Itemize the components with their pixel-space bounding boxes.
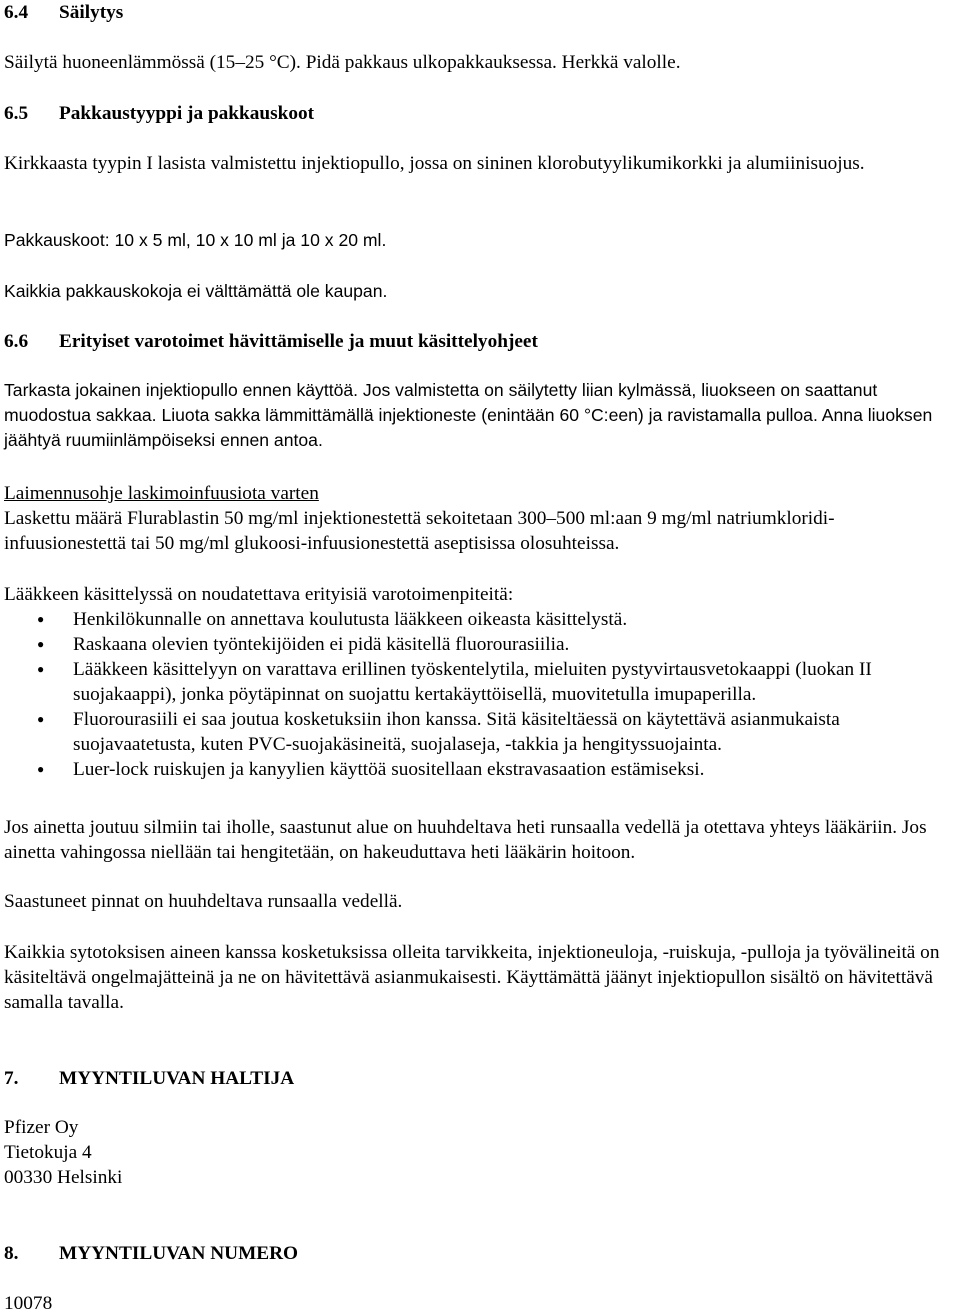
inspection-text: Tarkasta jokainen injektiopullo ennen käyttöä. bbox=[4, 380, 359, 400]
authorisation-number: 10078 bbox=[4, 1293, 53, 1314]
section-number: 6.6 bbox=[4, 331, 29, 352]
postal-city: 00330 Helsinki bbox=[4, 1167, 123, 1188]
handling-bullet-list bbox=[4, 607, 952, 782]
company-name: Pfizer Oy bbox=[4, 1117, 79, 1138]
storage-text: Säilytä huoneenlämmössä (15–25 °C). Pidä pakkaus ulkopakkauksessa. Herkkä valolle. bbox=[4, 52, 681, 73]
list-item: ● Henkilökunnalle on annettava koulutusta lääkkeen oikeasta käsittelystä. bbox=[4, 607, 952, 632]
list-item: ● Fluorourasiili ei saa joutua kosketuksiin ihon kanssa. Sitä käsiteltäessä on käytettävä asianmukaista suojavaatetusta, kuten PVC-suojakäsineitä, suojalaseja, -takkia ja hengityssuojainta. bbox=[4, 707, 952, 757]
inspection-paragraph bbox=[4, 378, 952, 453]
dilution-heading: Laimennusohje laskimoinfuusiota varten bbox=[4, 483, 319, 504]
holder-address bbox=[4, 1115, 952, 1190]
section-title: Pakkaustyyppi ja pakkauskoot bbox=[59, 103, 315, 124]
section-6-4-heading bbox=[4, 0, 952, 25]
precipitate-text: Jos valmistetta on säilytetty liian kylmässä, liuokseen on saattanut muodostua sakkaa. Liuota sakka lämmittämällä injektioneste (enintään 60 °C:een) ja ravistamalla pulloa. Anna liuoksen jäähtyä ruumiinlämpöiseksi ennen antoa. bbox=[4, 380, 933, 450]
section-title: MYYNTILUVAN NUMERO bbox=[59, 1243, 299, 1264]
container-description: Kirkkaasta tyypin I lasista valmistettu injektiopullo, jossa on sininen klorobutyylikumikorkki ja alumiinisuojus. bbox=[4, 153, 865, 174]
section-7-heading bbox=[4, 1066, 952, 1091]
section-number: 7. bbox=[4, 1068, 19, 1089]
disposal-text: Kaikkia sytotoksisen aineen kanssa kosketuksissa olleita tarvikkeita, injektioneuloja, -ruiskuja, -pulloja ja työvälineitä on käsiteltävä ongelmajätteinä ja ne on hävitettävä asianmukaisesti. Käyttämättä jäänyt injektiopullon sisältö on hävitettävä samalla tavalla. bbox=[4, 942, 940, 1013]
pack-availability-text: Kaikkia pakkauskokoja ei välttämättä ole kaupan. bbox=[4, 281, 388, 301]
section-6-6-heading bbox=[4, 329, 952, 354]
section-6-5-heading bbox=[4, 101, 952, 126]
handling-intro: Lääkkeen käsittelyssä on noudatettava erityisiä varotoimenpiteitä: bbox=[4, 584, 514, 605]
section-number: 6.5 bbox=[4, 103, 29, 124]
surfaces-text: Saastuneet pinnat on huuhdeltava runsaalla vedellä. bbox=[4, 891, 403, 912]
exposure-text: Jos ainetta joutuu silmiin tai iholle, saastunut alue on huuhdeltava heti runsaalla vedellä ja otettava yhteys lääkäriin. Jos ainetta vahingossa niellään tai hengitetään, on hakeuduttava heti lääkärin hoitoon. bbox=[4, 817, 927, 863]
section-title: Erityiset varotoimet hävittämiselle ja muut käsittelyohjeet bbox=[59, 331, 538, 352]
list-item: ● Raskaana olevien työntekijöiden ei pidä käsitellä fluorourasiilia. bbox=[4, 632, 952, 657]
section-number: 6.4 bbox=[4, 2, 29, 23]
dilution-text: Laskettu määrä Flurablastin 50 mg/ml injektionestettä sekoitetaan 300–500 ml:aan 9 mg/ml natriumkloridi-infuusionestettä tai 50 mg/ml glukoosi-infuusionestettä aseptisissa olosuhteissa. bbox=[4, 508, 835, 554]
section-number: 8. bbox=[4, 1243, 19, 1264]
section-8-heading bbox=[4, 1241, 952, 1266]
section-title: MYYNTILUVAN HALTIJA bbox=[59, 1068, 295, 1089]
list-item: ● Lääkkeen käsittelyyn on varattava erillinen työskentelytila, mieluiten pystyvirtausvetokaappi (luokan II suojakaappi), jonka pöytäpinnat on suojattu kertakäyttöisellä, muovitetulla imupaperilla. bbox=[4, 657, 952, 707]
pack-sizes-text: Pakkauskoot: 10 x 5 ml, 10 x 10 ml ja 10 x 20 ml. bbox=[4, 230, 387, 250]
section-title: Säilytys bbox=[59, 2, 124, 23]
list-item: ● Luer-lock ruiskujen ja kanyylien käyttöä suositellaan ekstravasaation estämiseksi. bbox=[4, 757, 952, 782]
street-address: Tietokuja 4 bbox=[4, 1142, 92, 1163]
